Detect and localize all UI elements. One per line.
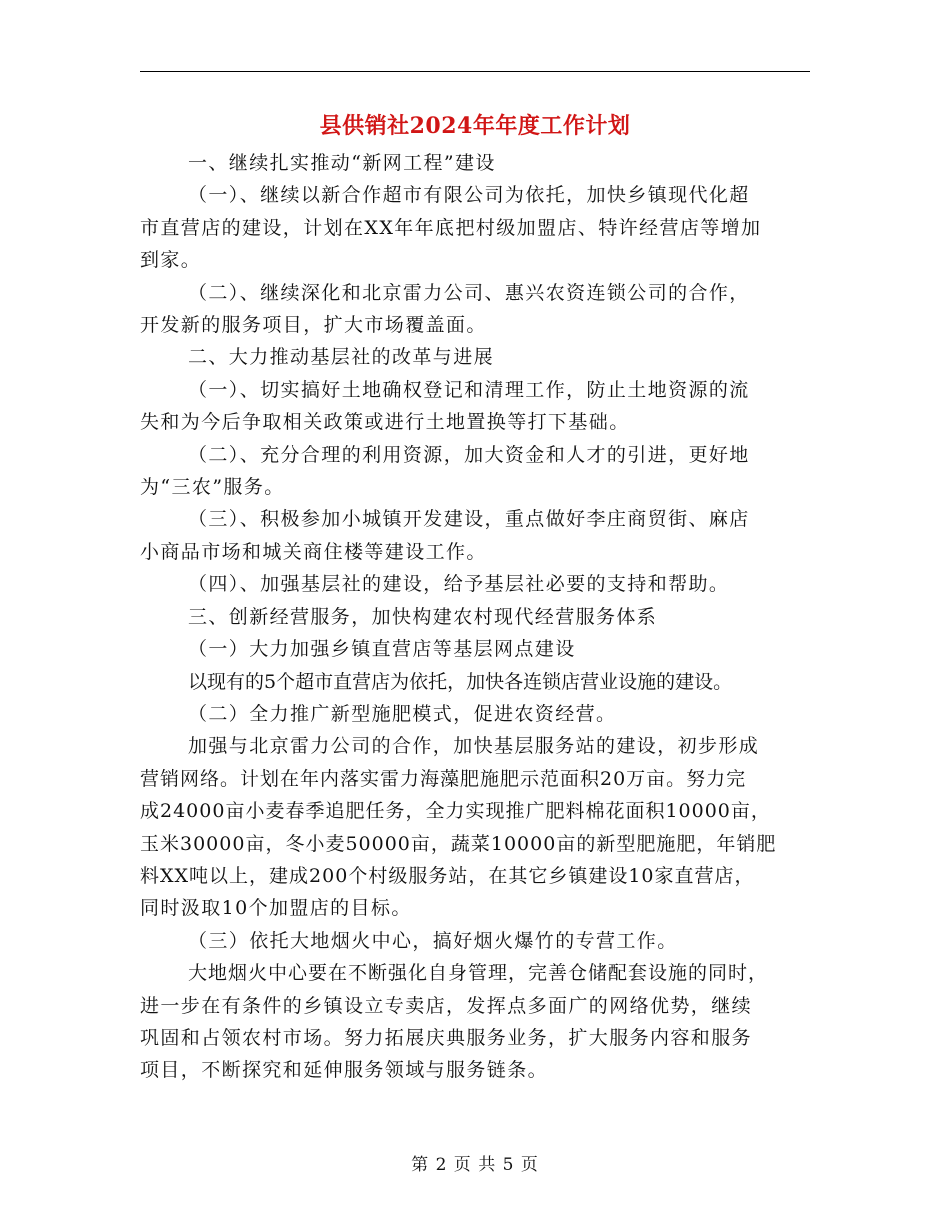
paragraph-line: （二）、继续深化和北京雷力公司、惠兴农资连锁公司的合作， [188, 281, 750, 304]
document-body [140, 147, 810, 1087]
paragraph-line: 项目，不断探究和延伸服务领域与服务链条。 [140, 1059, 549, 1082]
document-title: 县供销社2024年年度工作计划 [319, 113, 631, 139]
paragraph-line: 加强与北京雷力公司的合作，加快基层服务站的建设，初步形成 [188, 735, 760, 758]
paragraph-line: 营销网络。计划在年内落实雷力海藻肥施肥示范面积20万亩。努力完 [140, 767, 747, 790]
paragraph-line: 以现有的5个超市直营店为依托，加快各连锁店营业设施的建设。 [188, 670, 733, 693]
paragraph-line: 到家。 [140, 249, 202, 272]
paragraph-line: 成24000亩小麦春季追肥任务，全力实现推广肥料棉花面积10000亩， [140, 800, 771, 823]
paragraph-line: 开发新的服务项目，扩大市场覆盖面。 [140, 314, 487, 337]
page-number: 第 2 页 共 5 页 [411, 1155, 539, 1175]
section-heading: 一、继续扎实推动“新网工程”建设 [188, 152, 496, 174]
section-heading: 三、创新经营服务，加快构建农村现代经营服务体系 [188, 605, 658, 628]
section-heading: 二、大力推动基层社的改革与进展 [188, 346, 495, 369]
subsection-heading: （三）依托大地烟火中心，搞好烟火爆竹的专营工作。 [188, 929, 678, 952]
paragraph-line: 失和为今后争取相关政策或进行土地置换等打下基础。 [140, 411, 630, 434]
paragraph-line: 料XX吨以上，建成200个村级服务站，在其它乡镇建设10家直营店， [140, 864, 755, 887]
subsection-heading: （二）全力推广新型施肥模式，促进农资经营。 [188, 702, 617, 725]
paragraph-line: 进一步在有条件的乡镇设立专卖店，发挥点多面广的网络优势，继续 [140, 994, 753, 1017]
paragraph-line: 巩固和占领农村市场。努力拓展庆典服务业务，扩大服务内容和服务 [140, 1026, 753, 1049]
paragraph-line: （三）、积极参加小城镇开发建设，重点做好李庄商贸街、麻店 [188, 508, 750, 531]
paragraph-line: （一）、切实搞好土地确权登记和清理工作，防止土地资源的流 [188, 378, 750, 401]
paragraph-line: （二）、充分合理的利用资源，加大资金和人才的引进，更好地 [188, 443, 750, 466]
paragraph-line: （四）、加强基层社的建设，给予基层社必要的支持和帮助。 [188, 573, 730, 596]
paragraph-line: 为“三农”服务。 [140, 476, 285, 499]
paragraph-line: 大地烟火中心要在不断强化自身管理，完善仓储配套设施的同时， [188, 962, 769, 985]
header-rule [140, 71, 810, 72]
paragraph-line: 玉米30000亩，冬小麦50000亩，蔬菜10000亩的新型肥施肥，年销肥 [140, 832, 777, 855]
paragraph-line: 小商品市场和城关商住楼等建设工作。 [140, 540, 487, 563]
paragraph-line: 同时汲取10个加盟店的目标。 [140, 897, 412, 920]
paragraph-line: （一）、继续以新合作超市有限公司为依托，加快乡镇现代化超 [188, 184, 750, 207]
paragraph-line: 市直营店的建设，计划在XX年年底把村级加盟店、特许经营店等增加 [140, 216, 762, 239]
subsection-heading: （一）大力加强乡镇直营店等基层网点建设 [188, 638, 576, 661]
